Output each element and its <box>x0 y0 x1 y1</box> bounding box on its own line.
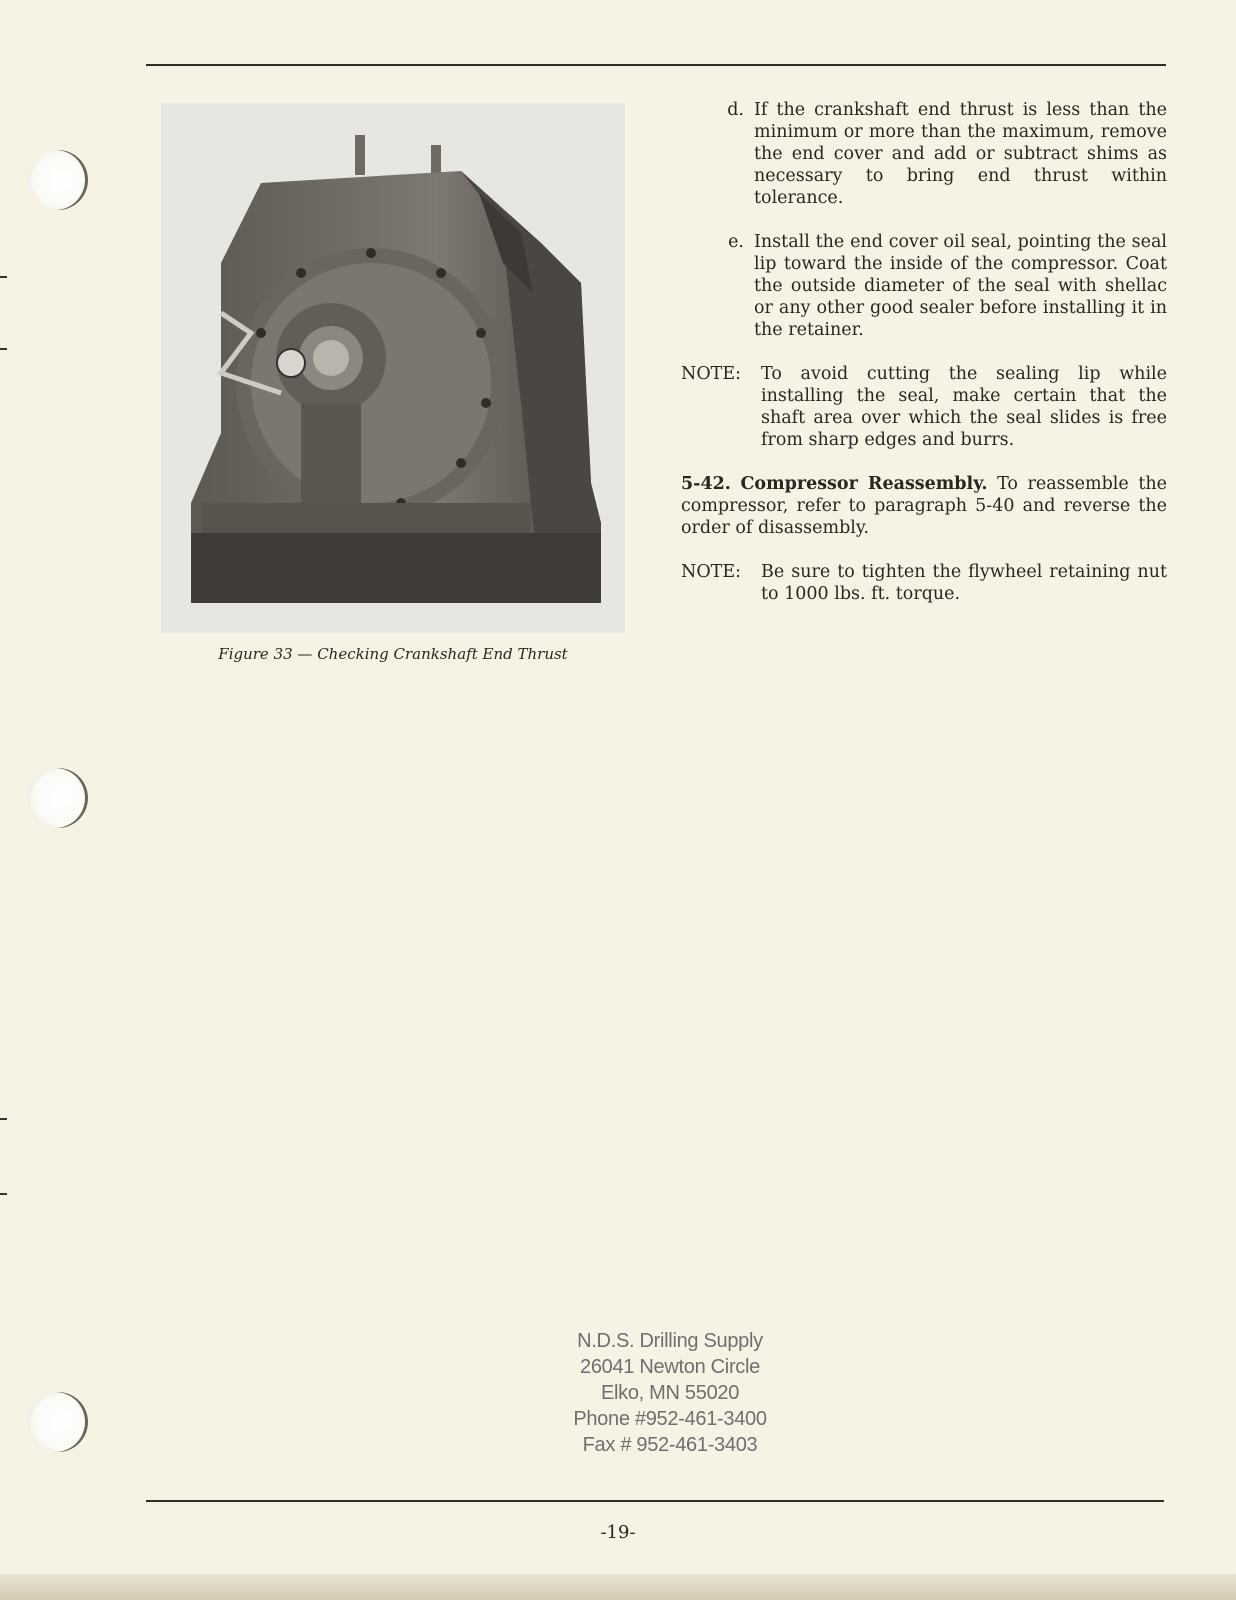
stamp-line: Fax # 952-461-3403 <box>582 1434 758 1456</box>
margin-tick <box>0 276 7 278</box>
note-sealing-lip <box>681 363 1167 451</box>
binder-hole-bottom <box>28 1392 88 1452</box>
stamp-line: Phone #952-461-3400 <box>573 1408 767 1430</box>
binder-hole-top <box>28 150 88 210</box>
note-flywheel <box>681 561 1167 605</box>
binder-hole-middle <box>28 768 88 828</box>
margin-tick <box>0 1118 7 1120</box>
section-text: To reassemble the compressor, refer to paragraph 5-40 and reverse the order of disassembly. <box>681 474 1167 538</box>
procedure-text <box>681 99 1167 627</box>
note-label: NOTE: <box>681 562 742 582</box>
step-d <box>681 99 1167 209</box>
section-number: 5-42. <box>681 474 731 494</box>
compressor-illustration <box>161 103 625 633</box>
stamp-line: 26041 Newton Circle <box>580 1356 760 1378</box>
step-label: d. <box>727 100 744 120</box>
section-5-42 <box>681 473 1167 539</box>
margin-tick <box>0 1193 7 1195</box>
step-label: e. <box>728 232 744 252</box>
page-number: -19- <box>600 1522 636 1543</box>
step-text: Install the end cover oil seal, pointing the seal lip toward the inside of the compressor. Coat the outside diameter of the seal with shellac or any other good sealer before installing it in the retainer. <box>754 232 1167 340</box>
section-heading: Compressor Reassembly. <box>740 474 988 494</box>
supplier-stamp <box>520 1328 820 1458</box>
margin-tick <box>0 348 7 350</box>
step-e <box>681 231 1167 341</box>
stamp-line: N.D.S. Drilling Supply <box>577 1330 763 1352</box>
note-text: Be sure to tighten the flywheel retaining nut to 1000 lbs. ft. torque. <box>761 562 1167 604</box>
page-bottom-edge <box>0 1574 1236 1600</box>
step-text: If the crankshaft end thrust is less than the minimum or more than the maximum, remove the end cover and add or subtract shims as necessary to bring end thrust within tolerance. <box>754 100 1167 208</box>
top-rule <box>146 64 1166 66</box>
bottom-rule <box>146 1500 1164 1502</box>
note-text: To avoid cutting the sealing lip while installing the seal, make certain that the shaft area over which the seal slides is free from sharp edges and burrs. <box>761 364 1167 450</box>
compressor-photo <box>161 103 625 633</box>
figure-caption: Figure 33 — Checking Crankshaft End Thrust <box>218 645 568 663</box>
note-label: NOTE: <box>681 364 742 384</box>
stamp-line: Elko, MN 55020 <box>600 1382 740 1404</box>
